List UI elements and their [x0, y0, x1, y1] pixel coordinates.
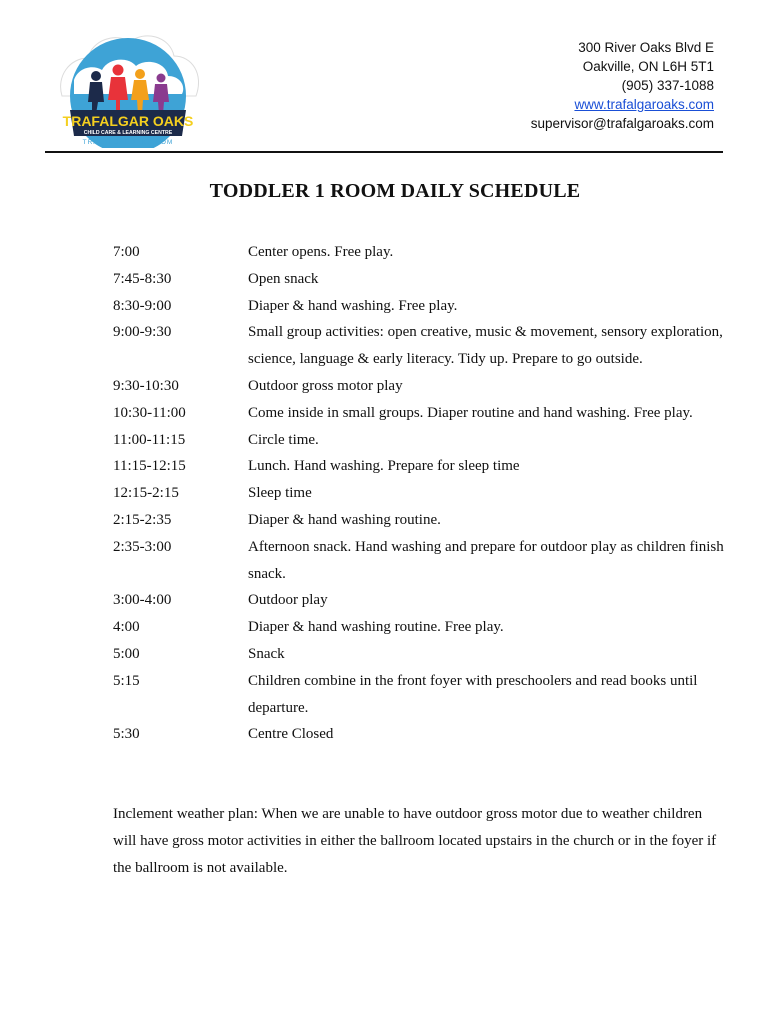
logo-tagline-text: CHILD CARE & LEARNING CENTRE	[83, 130, 173, 136]
schedule-time: 5:30	[113, 726, 140, 743]
schedule-row	[113, 400, 733, 427]
schedule-time: 4:00	[113, 619, 140, 636]
page-title: TODDLER 1 ROOM DAILY SCHEDULE	[209, 180, 581, 202]
schedule-time: 5:00	[113, 645, 140, 662]
schedule-time: 7:45-8:30	[113, 270, 172, 287]
contact-block	[531, 38, 714, 133]
schedule-row	[113, 319, 733, 373]
inclement-weather-note: Inclement weather plan: When we are unable to have outdoor gross motor due to weather children will have gross motor activities in either the ballroom located upstairs in the church or in the foyer if the ballroom is not available.	[113, 806, 717, 876]
schedule-activity: Children combine in the front foyer with preschoolers and read books until departure.	[248, 672, 698, 716]
schedule-time: 9:30-10:30	[113, 377, 179, 394]
schedule-activity: Small group activities: open creative, music & movement, sensory exploration, science, language & early literacy. Tidy up. Prepare to go outside.	[248, 324, 723, 368]
schedule-activity: Open snack	[248, 270, 319, 287]
schedule-time: 2:15-2:35	[113, 511, 172, 528]
schedule-time: 9:00-9:30	[113, 324, 172, 341]
schedule-row	[113, 427, 733, 454]
schedule-time: 10:30-11:00	[113, 404, 186, 421]
address-line-2: Oakville, ON L6H 5T1	[582, 59, 714, 74]
schedule-activity: Diaper & hand washing routine. Free play.	[248, 619, 504, 636]
schedule-activity: Centre Closed	[248, 726, 334, 743]
schedule-activity: Diaper & hand washing routine.	[248, 511, 441, 528]
email-address: supervisor@trafalgaroaks.com	[530, 116, 714, 131]
schedule-activity: Center opens. Free play.	[248, 244, 394, 260]
schedule-row	[113, 266, 733, 293]
schedule-activity: Outdoor gross motor play	[248, 377, 403, 394]
schedule-row	[113, 721, 733, 748]
schedule-time: 12:15-2:15	[113, 485, 179, 502]
schedule-row	[113, 668, 733, 722]
schedule-activity: Snack	[248, 645, 285, 662]
address-line-1: 300 River Oaks Blvd E	[578, 40, 714, 55]
schedule-activity: Come inside in small groups. Diaper routine and hand washing. Free play.	[248, 404, 693, 421]
schedule-time: 2:35-3:00	[113, 538, 172, 555]
schedule-row	[113, 480, 733, 507]
logo-graphic	[48, 24, 208, 148]
schedule-activity: Diaper & hand washing. Free play.	[248, 297, 458, 314]
schedule-time: 11:15-12:15	[113, 458, 186, 475]
schedule-activity: Lunch. Hand washing. Prepare for sleep time	[248, 458, 520, 475]
schedule-row	[113, 293, 733, 320]
schedule-activity: Afternoon snack. Hand washing and prepare for outdoor play as children finish snack.	[248, 538, 724, 582]
phone-number: (905) 337-1088	[621, 78, 714, 93]
schedule-row	[113, 373, 733, 400]
schedule-time: 3:00-4:00	[113, 592, 172, 609]
schedule-time: 7:00	[113, 244, 140, 260]
trafalgar-oaks-logo	[48, 24, 208, 148]
schedule-row	[113, 587, 733, 614]
website-link[interactable]: www.trafalgaroaks.com	[574, 97, 714, 112]
schedule-activity: Outdoor play	[248, 592, 328, 609]
schedule-row	[113, 614, 733, 641]
schedule-activity: Circle time.	[248, 431, 319, 448]
logo-name-text: TRAFALGAR OAKS	[62, 113, 194, 129]
logo-website-text: TRAFALGAROAKS.COM	[82, 139, 174, 146]
schedule-time: 11:00-11:15	[113, 431, 186, 448]
schedule-time: 5:15	[113, 672, 140, 689]
schedule-table	[113, 239, 733, 748]
schedule-row	[113, 239, 733, 266]
schedule-row	[113, 507, 733, 534]
schedule-row	[113, 453, 733, 480]
schedule-row	[113, 641, 733, 668]
schedule-time: 8:30-9:00	[113, 297, 172, 314]
schedule-activity: Sleep time	[248, 485, 312, 502]
schedule-row	[113, 534, 733, 588]
header-divider	[45, 151, 723, 153]
